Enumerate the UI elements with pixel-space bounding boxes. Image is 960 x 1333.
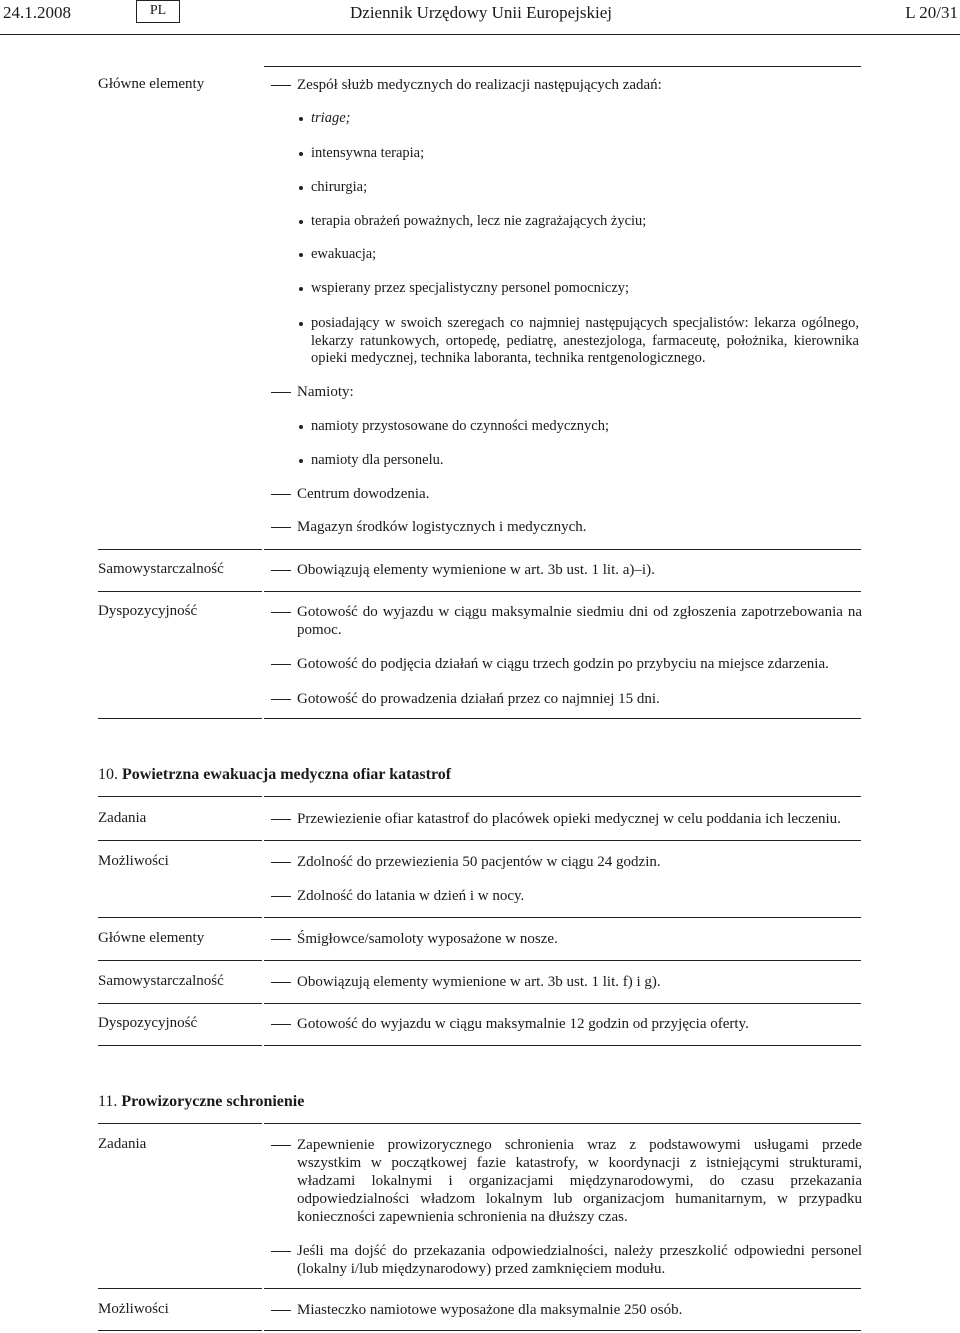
bullet-mark — [299, 287, 303, 291]
dash-mark — [271, 1310, 291, 1311]
bullet-mark — [299, 253, 303, 257]
table-divider — [98, 840, 262, 841]
dash-mark — [271, 1251, 291, 1252]
dash-text: Obowiązują elementy wymienione w art. 3b ust. 1 lit. f) i g). — [297, 974, 661, 990]
section-number: 11. — [98, 1093, 118, 1110]
row-label-mozliwosci: Możliwości — [98, 1301, 169, 1317]
section-heading — [98, 1093, 304, 1111]
dash-text: Obowiązują elementy wymienione w art. 3b ust. 1 lit. a)–i). — [297, 562, 655, 578]
dash-mark — [271, 612, 291, 613]
dash-text: Gotowość do wyjazdu w ciągu maksymalnie siedmiu dni od zgłoszenia zapotrzebowania na pomoc. — [297, 604, 862, 638]
table-divider — [264, 960, 861, 961]
dash-mark — [271, 1145, 291, 1146]
table-divider — [98, 1288, 262, 1289]
dash-text: Zdolność do przewiezienia 50 pacjentów w ciągu 24 godzin. — [297, 854, 661, 870]
bullet-text: terapia obrażeń poważnych, lecz nie zagrażających życiu; — [311, 213, 647, 229]
dash-text: Miasteczko namiotowe wyposażone dla maksymalnie 250 osób. — [297, 1302, 683, 1318]
bullet-mark — [299, 220, 303, 224]
dash-mark — [271, 699, 291, 700]
table-divider — [264, 840, 861, 841]
table-divider — [264, 1003, 861, 1004]
dash-text: Śmigłowce/samoloty wyposażone w nosze. — [297, 931, 558, 947]
bullet-text: wspierany przez specjalistyczny personel pomocniczy; — [311, 280, 630, 296]
row-label-glowne-elementy: Główne elementy — [98, 930, 205, 946]
section-title: Powietrzna ewakuacja medyczna ofiar katastrof — [122, 766, 452, 783]
dash-mark — [271, 819, 291, 820]
dash-mark — [271, 939, 291, 940]
table-divider — [264, 66, 861, 67]
dash-text: Centrum dowodzenia. — [297, 486, 430, 502]
table-divider — [98, 718, 262, 719]
bullet-mark — [299, 322, 303, 326]
dash-text: Gotowość do podjęcia działań w ciągu trzech godzin po przybyciu na miejsce zdarzenia. — [297, 656, 829, 672]
dash-text: Przewiezienie ofiar katastrof do placówek opieki medycznej w celu poddania ich leczeniu. — [297, 811, 841, 827]
bullet-text: namioty dla personelu. — [311, 452, 444, 468]
table-divider — [264, 1123, 861, 1124]
dash-text: Zdolność do latania w dzień i w nocy. — [297, 888, 525, 904]
table-divider — [98, 591, 262, 592]
row-label-zadania: Zadania — [98, 1136, 147, 1152]
language-badge: PL — [136, 0, 180, 23]
table-divider — [264, 796, 861, 797]
table-divider — [98, 549, 262, 550]
dash-text: Jeśli ma dojść do przekazania odpowiedzialności, należy przeszkolić odpowiedni personel (lokalny i/lub międzynarodowy) przed zamknięciem modułu. — [297, 1243, 862, 1277]
dash-text: Gotowość do wyjazdu w ciągu maksymalnie 12 godzin od przyjęcia oferty. — [297, 1016, 749, 1032]
table-divider — [98, 917, 262, 918]
row-label-mozliwosci: Możliwości — [98, 853, 169, 869]
header-date: 24.1.2008 — [3, 3, 71, 22]
row-label-zadania: Zadania — [98, 810, 147, 826]
bullet-text: posiadający w swoich szeregach co najmniej następujących specjalistów: lekarza ogólnego, lekarzy ratunkowych, ortopedę, pediatrę, anestezjologa, farmaceutę, położnika, kierownika opieki medycznej, technika laboranta, technika rentgenologicznego. — [311, 315, 859, 366]
table-divider — [264, 1288, 861, 1289]
section-title: Prowizoryczne schronienie — [121, 1093, 305, 1110]
table-divider — [98, 1123, 262, 1124]
row-label-glowne-elementy: Główne elementy — [98, 76, 205, 92]
section-heading — [98, 766, 451, 784]
page-number: L 20/31 — [905, 3, 958, 22]
table-divider — [98, 1330, 262, 1331]
journal-title: Dziennik Urzędowy Unii Europejskiej — [350, 3, 613, 22]
bullet-mark — [299, 117, 303, 121]
row-label-samowystarczalnosc: Samowystarczalność — [98, 561, 224, 577]
row-label-samowystarczalnosc: Samowystarczalność — [98, 973, 224, 989]
dash-text: Gotowość do prowadzenia działań przez co najmniej 15 dni. — [297, 691, 660, 707]
dash-mark — [271, 1024, 291, 1025]
row-label-dyspozycyjnosc: Dyspozycyjność — [98, 603, 198, 619]
table-divider — [264, 718, 861, 719]
dash-text: Zapewnienie prowizorycznego schronienia wraz z podstawowymi usługami przede wszystkim w początkowej fazie katastrofy, w koordynacji z istniejącymi strukturami, władzami lokalnymi i organizacjami międzynarodowymi, do czasu przekazania odpowiedzialności władzom lokalnym lub organizacjom humanitarnym, w przypadku konieczności zapewnienia schronienia na dłuższy czas. — [297, 1137, 862, 1225]
dash-text: Zespół służb medycznych do realizacji następujących zadań: — [297, 77, 662, 93]
table-divider — [98, 960, 262, 961]
bullet-text: namioty przystosowane do czynności medycznych; — [311, 418, 609, 434]
bullet-mark — [299, 459, 303, 463]
dash-mark — [271, 85, 291, 86]
dash-text: Magazyn środków logistycznych i medycznych. — [297, 519, 587, 535]
bullet-text: chirurgia; — [311, 179, 368, 195]
table-divider — [264, 917, 861, 918]
dash-mark — [271, 527, 291, 528]
bullet-mark — [299, 186, 303, 190]
bullet-text: ewakuacja; — [311, 246, 377, 262]
dash-mark — [271, 494, 291, 495]
dash-mark — [271, 862, 291, 863]
header-divider — [0, 34, 960, 35]
page-header — [0, 0, 960, 34]
table-divider — [264, 1045, 861, 1046]
bullet-text: intensywna terapia; — [311, 145, 425, 161]
dash-mark — [271, 392, 291, 393]
table-divider — [98, 1003, 262, 1004]
dash-text: Namioty: — [297, 384, 354, 400]
table-divider — [264, 591, 861, 592]
dash-mark — [271, 664, 291, 665]
dash-mark — [271, 570, 291, 571]
bullet-mark — [299, 425, 303, 429]
table-divider — [264, 549, 861, 550]
section-number: 10. — [98, 766, 118, 783]
bullet-mark — [299, 152, 303, 156]
bullet-text: triage; — [311, 110, 351, 126]
dash-mark — [271, 982, 291, 983]
table-divider — [98, 1045, 262, 1046]
table-divider — [98, 796, 262, 797]
table-divider — [264, 1330, 861, 1331]
row-label-dyspozycyjnosc: Dyspozycyjność — [98, 1015, 198, 1031]
dash-mark — [271, 896, 291, 897]
